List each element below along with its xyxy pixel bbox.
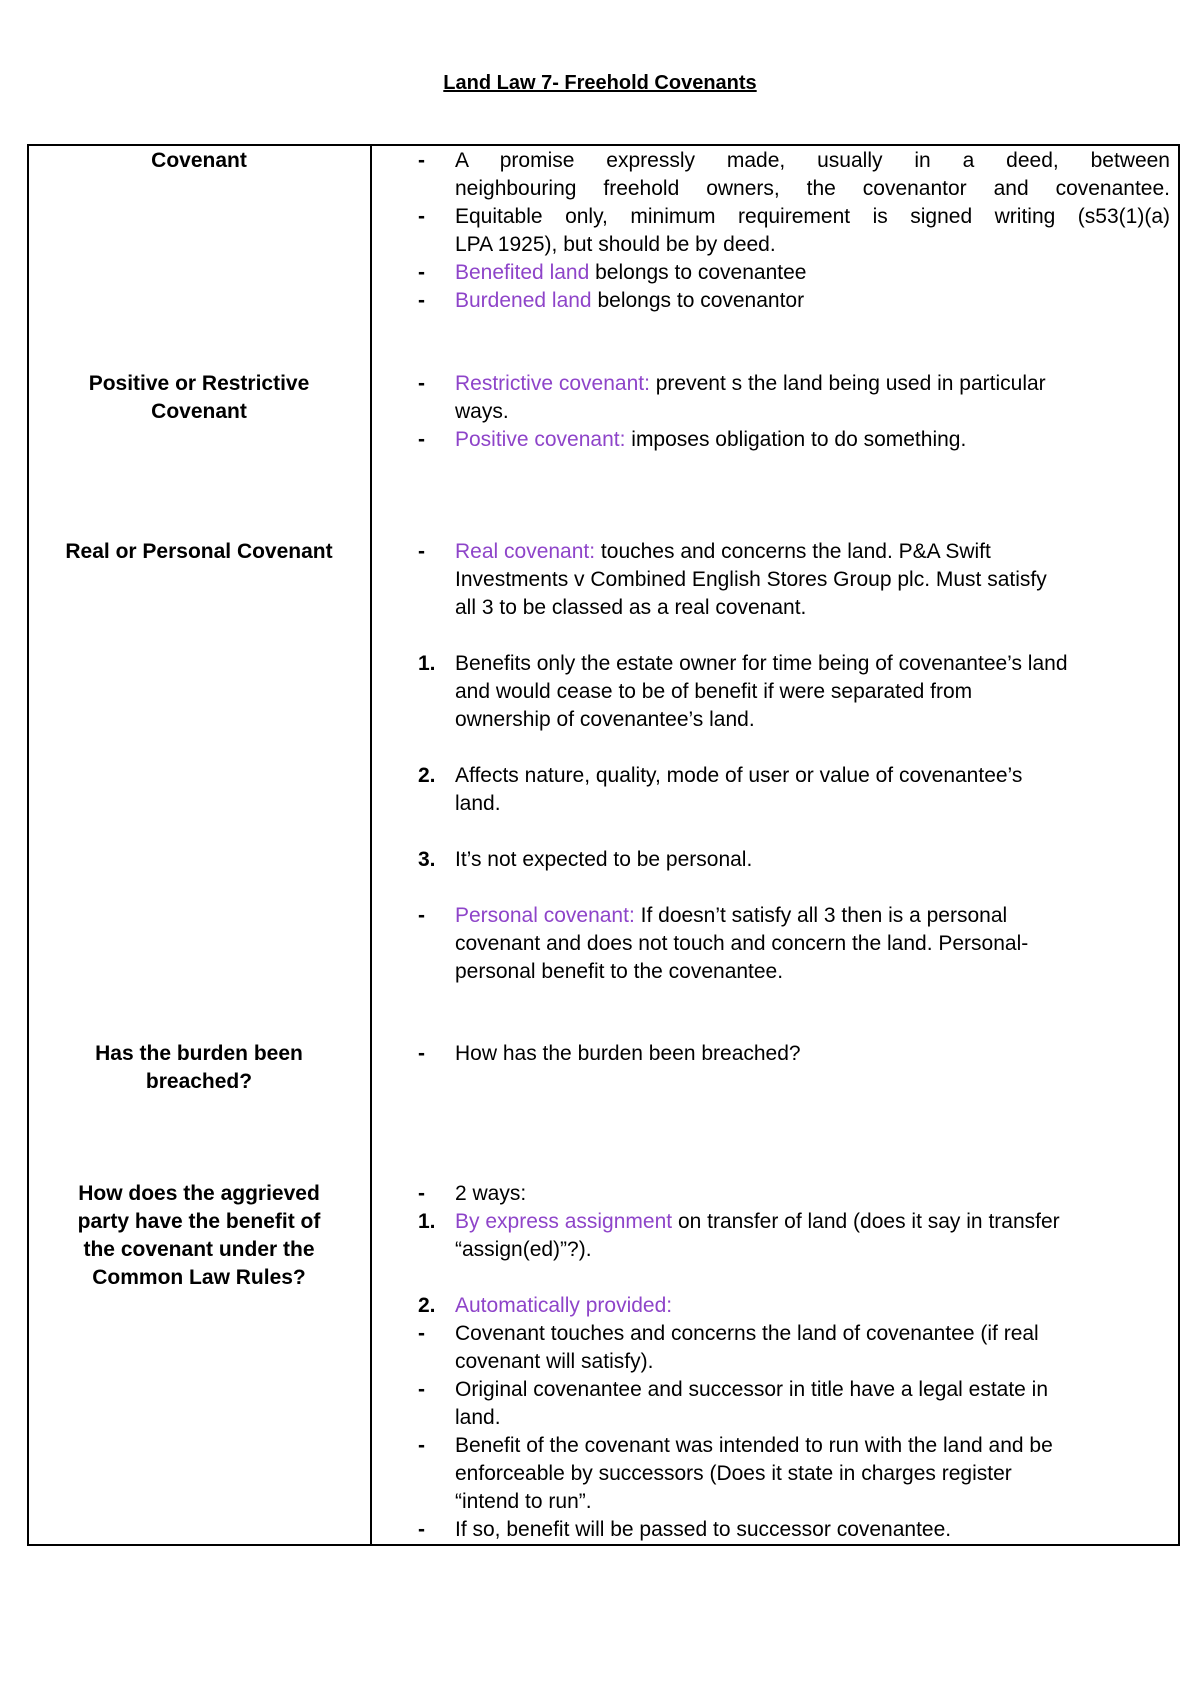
definition-line: neighbouring freehold owners, the covenantor and covenantee. [455,177,1170,200]
bullet-dash: - [418,205,425,228]
highlight-term: Personal covenant: [455,904,635,927]
term-positive-restrictive: Positive or Restrictive Covenant [88,372,310,423]
definition-line: enforceable by successors (Does it state in charges register [455,1462,1012,1485]
highlight-term: Positive covenant: [455,428,626,451]
highlight-term: By express assignment [455,1210,673,1233]
bullet-dash: - [418,261,425,284]
definition-line: Personal covenant: If doesn’t satisfy all 3 then is a personal [455,904,1008,927]
definition-line: covenant will satisfy). [455,1350,654,1373]
definition-line: covenant and does not touch and concern the land. Personal- [455,932,1029,955]
bullet-dash: - [418,372,425,395]
definition-line: It’s not expected to be personal. [455,848,753,871]
bullet-dash: - [418,149,425,172]
definition-line: By express assignment on transfer of land (does it say in transfer [455,1210,1060,1233]
definition-line: Positive covenant: imposes obligation to do something. [455,428,967,451]
bullet-dash: - [418,1434,425,1457]
bullet-dash: - [418,289,425,312]
definition-line [455,1292,1170,1320]
bullet-dash: - [418,1182,425,1205]
term-covenant: Covenant [151,149,247,172]
definition-line: land. [455,1406,501,1429]
definition-line: “intend to run”. [455,1490,592,1513]
definition-line: Investments v Combined English Stores Group plc. Must satisfy [455,568,1047,591]
definition-line: and would cease to be of benefit if were separated from [455,680,973,703]
bullet-dash: - [418,540,425,563]
definition-line: Equitable only, minimum requirement is signed writing (s53(1)(a) [455,205,1170,228]
definition-line: 2 ways: [455,1182,527,1205]
bullet-dash: - [418,428,425,451]
page-title: Land Law 7- Freehold Covenants [443,72,757,94]
bullet-dash: - [418,1378,425,1401]
definition-line: A promise expressly made, usually in a deed, between [455,149,1170,172]
definition-line: Restrictive covenant: prevent s the land being used in particular [455,372,1046,395]
highlight-term: Automatically provided: [455,1294,673,1317]
definition-line: personal benefit to the covenantee. [455,960,784,983]
column-divider [370,144,372,1546]
definition-line: all 3 to be classed as a real covenant. [455,596,807,619]
highlight-term: Restrictive covenant: [455,372,650,395]
highlight-term: Benefited land [455,261,590,284]
bullet-dash: - [418,1518,425,1541]
definition-line: Real covenant: touches and concerns the land. P&A Swift [455,540,991,563]
bullet-dash: - [418,1322,425,1345]
definition-line: Benefited land belongs to covenantee [455,261,807,284]
definition-line: ownership of covenantee’s land. [455,708,755,731]
highlight-term: Burdened land [455,289,592,312]
number-marker: 2. [418,764,436,787]
bullet-dash: - [418,904,425,927]
term-real-personal: Real or Personal Covenant [65,540,333,563]
definition-line: How has the burden been breached? [455,1042,801,1065]
definition-line: Burdened land belongs to covenantor [455,289,805,312]
definition-line: land. [455,792,501,815]
definition-line: Original covenantee and successor in title have a legal estate in [455,1378,1049,1401]
definition-line: Benefit of the covenant was intended to run with the land and be [455,1434,1053,1457]
definition-line: Benefits only the estate owner for time being of covenantee’s land [455,652,1068,675]
definition-line: If so, benefit will be passed to successor covenantee. [455,1518,952,1541]
definition-line: “assign(ed)”?). [455,1238,592,1261]
definition-line: Affects nature, quality, mode of user or value of covenantee’s [455,764,1023,787]
definition-line: LPA 1925), but should be by deed. [455,233,776,256]
definition-line: ways. [455,400,509,423]
bullet-dash: - [418,1042,425,1065]
number-marker: 2. [418,1294,436,1317]
term-burden-breached: Has the burden been breached? [95,1042,303,1093]
number-marker: 1. [418,1210,436,1233]
definition-line: Covenant touches and concerns the land of covenantee (if real [455,1322,1039,1345]
number-marker: 1. [418,652,436,675]
number-marker: 3. [418,848,436,871]
highlight-term: Real covenant: [455,540,596,563]
term-aggrieved-party: How does the aggrieved party have the benefit of the covenant under the Common Law Rules? [77,1182,321,1289]
